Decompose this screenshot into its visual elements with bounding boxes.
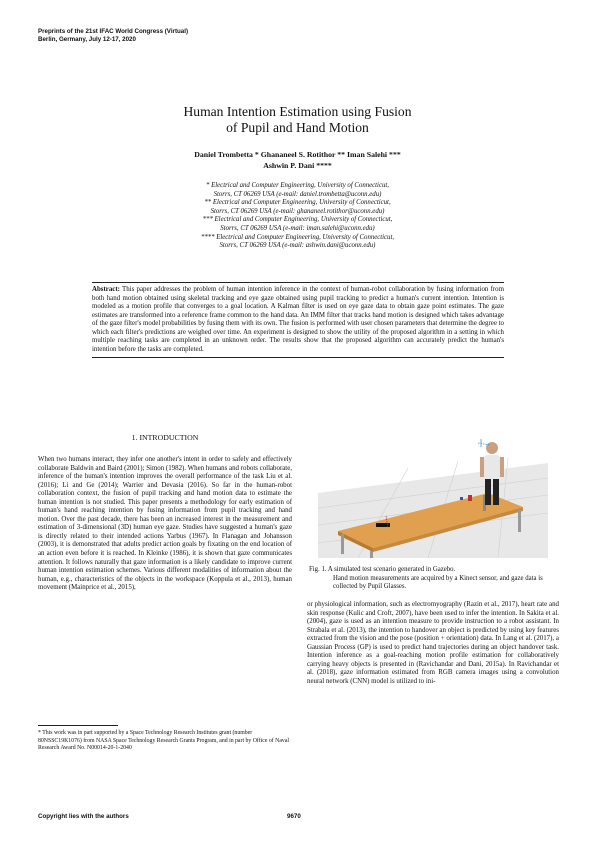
footnote-divider bbox=[38, 725, 118, 726]
affiliation-line: ** Electrical and Computer Engineering, University of Connecticut, bbox=[204, 199, 391, 207]
affiliation-line: * Electrical and Computer Engineering, University of Connecticut, bbox=[206, 182, 389, 189]
abstract-text: This paper addresses the problem of human intention inference in the context of human-robot collaboration by fusing information from both hand motion obtained using skeletal tracking and eye gaze obtained using pupil tracking to predict a human's current intention. Intention is modeled as a motion profile that converges to a goal location. A Kalman filter is used on eye gaze data to obtain gaze point estimates. The gaze estimates are transformed into a reference frame common to the hand data. An IMM filter that tracks hand motion is designed which takes advantage of the gaze filter's model probabilities by fusing them with its own. The fusion is performed with user chosen parameters that determine the degree to which each filter's predictions are weighed over time. An experiment is designed to show the utility of the proposed algorithm in a setting in which multiple reaching tasks are completed in an unknown order. The results show that the proposed algorithm can accurately predict the human's intention before the tasks are completed. bbox=[92, 286, 504, 353]
authors-line-2: Ashwin P. Dani **** bbox=[263, 160, 332, 170]
affiliation-line: Storrs, CT 06269 USA (e-mail: ashwin.dani@uconn.edu) bbox=[219, 242, 376, 250]
caption-first-line: Fig. 1. A simulated test scenario generated in Gazebo. bbox=[309, 566, 456, 573]
affiliation-line: Storrs, CT 06269 USA (e-mail: iman.salehi@uconn.edu) bbox=[220, 224, 375, 232]
abstract-label: Abstract: bbox=[92, 286, 120, 293]
author-list bbox=[0, 150, 595, 171]
conference-name: Preprints of the 21st IFAC World Congress (Virtual) bbox=[38, 28, 189, 35]
paper-title bbox=[0, 104, 595, 136]
affiliation-line: Storrs, CT 06269 USA (e-mail: ghananeel.rotithor@uconn.edu) bbox=[210, 207, 385, 215]
conference-header bbox=[38, 28, 188, 44]
affiliations bbox=[0, 182, 595, 251]
title-line-2: of Pupil and Hand Motion bbox=[226, 120, 369, 135]
gazebo-scene-figure bbox=[318, 433, 548, 558]
page-number: 9670 bbox=[287, 813, 301, 820]
affiliation-line: **** Electrical and Computer Engineering, University of Connecticut, bbox=[200, 233, 395, 241]
left-column-text: When two humans interact, they infer one another's intent in order to safely and effectively collaborate Baldwin and Baird (2001); Simon (1982). When humans and robots collaborate, inference of the human's intention improves the overall performance of the task Liu et al. (2016); Li and Ge (2014); Warrier and Devasia (2016). So far in the human-robot collaboration context, the fusion of pupil tracking and hand motion data to estimate the human intention is not studied. This paper presents a methodology for early estimation of human's hand reaching intention by fusing information from pupil tracking and hand motion. Over the past decade, there has been an increased interest in the measurement and estimation of 3-dimensional (3D) human eye gaze. Studies have suggested a human's gaze is directly related to their intended actions Yarbus (1967). In Flanagan and Johansson (2003), it is demonstrated that adults predict action goals by fixating on the end location of an action even before it is reached. In Kleinke (1986), it is shown that gaze communicates attention. It follows naturally that gaze information is a likely candidate to improve current human intention estimation schemes. Various different modalities of information about the human, e.g., characteristics of the objects in the workspace (Koppula et al., 2013), human movement (Mainprice et al., 2015), bbox=[38, 456, 292, 592]
gazebo-scene-image bbox=[318, 433, 548, 558]
abstract-block bbox=[92, 282, 504, 358]
section-heading: 1. INTRODUCTION bbox=[131, 433, 199, 442]
figure-caption bbox=[309, 566, 559, 592]
authors-line-1: Daniel Trombetta * Ghananeel S. Rotithor ** Iman Salehi *** bbox=[194, 150, 401, 159]
affiliation-line: *** Electrical and Computer Engineering, University of Connecticut, bbox=[202, 216, 393, 224]
funding-footnote: * This work was in part supported by a Space Technology Research Institutes grant (number 80NSSC19K1076) from NASA Space Technology Research Grants Program, and in part by Office of Naval Research Award No. N00014-20-1-2040 bbox=[38, 730, 290, 751]
affiliation-line: Storrs, CT 06269 USA (e-mail: daniel.trombetta@uconn.edu) bbox=[213, 190, 382, 198]
title-line-1: Human Intention Estimation using Fusion bbox=[183, 104, 412, 119]
right-column-text: or physiological information, such as electromyography (Razin et al., 2017), heart rate and skin response (Kulic and Croft, 2007), have been used to infer the intention. In Sakita et al. (2004), gaze is used as an intention measure to provide instruction to a robot assistant. In Strabala et al. (2013), the intention to handover an object is predicted by using key features extracted from the vision and the pose (position + orientation) data. In Lang et al. (2017), a Gaussian Process (GP) is used to predict hand trajectories during an object handover task. Intention inference as a goal-reaching motion profile estimation for collaboratively carrying heavy objects is presented in (Ravichandar and Dani, 2015a). In Ravichandar et al. (2018), gaze information estimated from RGB camera images using a convolution neural network (CNN) model is utilized to ini- bbox=[307, 601, 559, 685]
conference-location: Berlin, Germany, July 12-17, 2020 bbox=[38, 36, 136, 43]
caption-continuation: Hand motion measurements are acquired by a Kinect sensor, and gaze data is collected by Pupil Glasses. bbox=[333, 574, 543, 590]
copyright-footer: Copyright lies with the authors bbox=[38, 813, 129, 820]
